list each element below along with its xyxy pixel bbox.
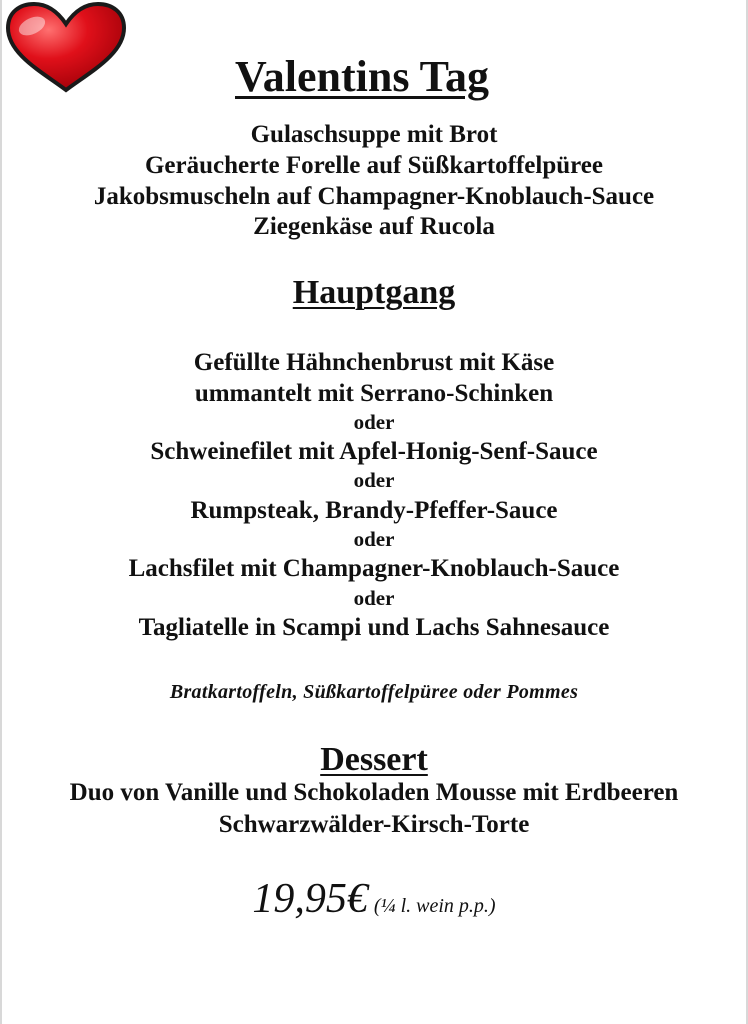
main-dish-4: Lachsfilet mit Champagner-Knoblauch-Sauce: [128, 555, 620, 582]
main-dish-5: Tagliatelle in Scampi und Lachs Sahnesauce: [138, 614, 610, 641]
or-separator: oder: [353, 527, 395, 551]
price-row: [2, 878, 746, 920]
main-dish-1-line-1: Gefüllte Hähnchenbrust mit Käse: [193, 349, 555, 376]
menu-title: Valentins Tag: [235, 52, 489, 101]
main-dish-3: Rumpsteak, Brandy-Pfeffer-Sauce: [190, 497, 558, 524]
or-separator: oder: [353, 586, 395, 610]
starter-item: Gulaschsuppe mit Brot: [250, 121, 498, 148]
main-dish-1-line-2: ummantelt mit Serrano-Schinken: [194, 380, 554, 407]
main-dish-2: Schweinefilet mit Apfel-Honig-Senf-Sauce: [150, 438, 598, 465]
dessert-heading: Dessert: [320, 741, 428, 778]
or-separator: oder: [353, 410, 395, 434]
price: 19,95€: [252, 876, 368, 922]
or-separator: oder: [353, 468, 395, 492]
side-dishes: Bratkartoffeln, Süßkartoffelpüree oder Pommes: [169, 681, 579, 703]
starter-item: Jakobsmuscheln auf Champagner-Knoblauch-Sauce: [93, 183, 655, 210]
starter-item: Geräucherte Forelle auf Süßkartoffelpüree: [144, 152, 603, 179]
starter-item: Ziegenkäse auf Rucola: [253, 213, 495, 240]
dessert-item: Schwarzwälder-Kirsch-Torte: [218, 811, 530, 838]
main-course-heading: Hauptgang: [292, 274, 456, 311]
dessert-item: Duo von Vanille und Schokoladen Mousse mit Erdbeeren: [69, 779, 679, 806]
price-note: (¼ l. wein p.p.): [373, 895, 496, 917]
